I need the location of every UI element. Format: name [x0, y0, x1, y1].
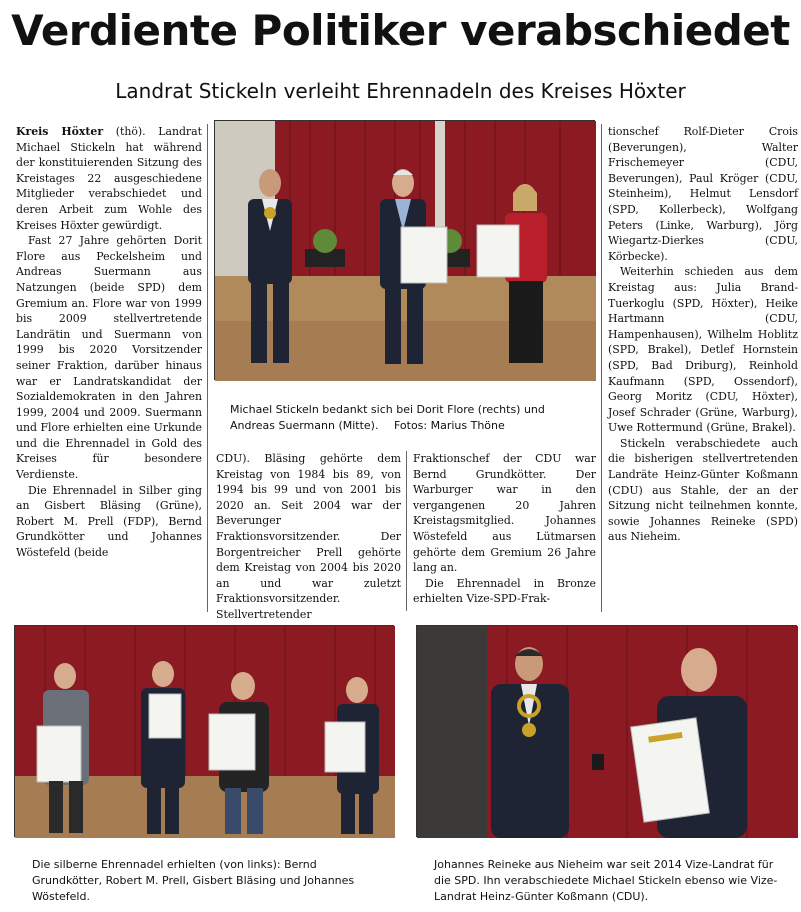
article-column-4: [608, 124, 798, 614]
article-column-3: [413, 451, 596, 614]
paragraph: tionschef Rolf-Dieter Crois (Beverungen), Walter Frischemeyer (CDU, Beverungen), Paul Kröger (CDU, Steinheim), Helmut Lensdorf (SPD, Kollerbeck), Wolfgang Peters (Linke, Warburg), Jörg Wiegartz-Dierkes (CDU, Körbecke).: [608, 125, 798, 263]
column-rule: [601, 124, 602, 612]
paragraph: Stickeln verabschiedete auch die bisherigen stellvertretenden Landräte Heinz-Günter Koßmann (CDU) aus Stahle, der an der Sitzung nicht teilnehmen konnte, sowie Johannes Reineke (SPD) aus Nieheim.: [608, 436, 798, 544]
article-column-1: [16, 124, 202, 614]
photo-credit: Fotos: Marius Thöne: [393, 419, 505, 432]
paragraph: CDU). Bläsing gehörte dem Kreistag von 1984 bis 89, von 1994 bis 99 und von 2001 bis 2020 an. Seit 2004 war der Beverunger Fraktionsvorsitzender. Der Borgentreicher Prell gehörte dem Kreistag von 2004 bis 2020 an und war zuletzt Fraktionsvorsitzender. Stellvertretender: [216, 452, 401, 621]
paragraph: Die Ehrennadel in Silber ging an Gisbert Bläsing (Grüne), Robert M. Prell (FDP), Bernd Grundkötter und Johannes Wöstefeld (beide: [16, 483, 202, 560]
column-rule: [406, 451, 407, 611]
photo-landrat-with-gold-honorees: [215, 121, 596, 381]
caption-bottom-right: Johannes Reineke aus Nieheim war seit 2014 Vize-Landrat für die SPD. Ihn verabschiedete Michael Stickeln ebenso wie Vize-Landrat Heinz-Günter Koßmann (CDU).: [434, 858, 778, 903]
subheadline: Landrat Stickeln verleiht Ehrennadeln des Kreises Höxter: [115, 79, 686, 103]
caption-text: Michael Stickeln bedankt sich bei Dorit Flore (rechts) und Andreas Suermann (Mitte).: [230, 403, 545, 432]
caption-top-photo: [230, 402, 586, 434]
paragraph: Die Ehrennadel in Bronze erhielten Vize-SPD-Frak-: [413, 576, 596, 606]
paragraph: Fast 27 Jahre gehörten Dorit Flore aus Peckelsheim und Andreas Suermann aus Natzungen (beide SPD) dem Gremium an. Flore war von 1999 bis 2009 stellvertretende Landrätin und Suermann von 1999 bis 2020 Vorsitzender seiner Fraktion, darüber hinaus war er Landratskandidat der Sozialdemokraten in den Jahren 1999, 2004 und 2009. Suermann und Flore erhielten eine Urkunde und die Ehrennadel in Gold des Kreises für besondere Verdienste.: [16, 234, 202, 482]
caption-bottom-left: Die silberne Ehrennadel erhielten (von links): Bernd Grundkötter, Robert M. Prell, Gisbert Bläsing und Johannes Wöstefeld.: [32, 858, 355, 903]
photo-silver-honorees: [15, 626, 395, 838]
photo-vice-landrat-reineke: [417, 626, 798, 838]
paragraph: Fraktionschef der CDU war Bernd Grundkötter. Der Warburger war in den vergangenen 20 Jahren Kreistagsmitglied. Johannes Wöstefeld aus Lütmarsen gehörte dem Gremium 26 Jahre lang an.: [413, 452, 596, 575]
photo-top: [214, 120, 595, 380]
dateline: Kreis Höxter: [16, 125, 104, 138]
photo-bottom-left: [14, 625, 394, 837]
paragraph: (thö). Landrat Michael Stickeln hat während der konstituierenden Sitzung des Kreistages 22 ausgeschiedene Mitglieder verabschiedet und deren Arbeit zum Wohle des Kreises Höxter gewürdigt.: [16, 125, 203, 232]
column-rule: [207, 124, 208, 612]
photo-bottom-right: [416, 625, 797, 837]
paragraph: Weiterhin schieden aus dem Kreistag aus: Julia Brand-Tuerkoglu (SPD, Höxter), Heike Hartmann (CDU, Hampenhausen), Wilhelm Hoblitz (SPD, Brakel), Detlef Hornstein (SPD, Bad Driburg), Reinhold Kaufmann (SPD, Ossendorf), Georg Moritz (CDU, Höxter), Josef Schrader (Grüne, Warburg), Uwe Rottermund (Grüne, Brakel).: [608, 265, 798, 435]
headline: Verdiente Politiker verabschiedet: [11, 6, 790, 55]
article-column-2: [216, 451, 401, 621]
